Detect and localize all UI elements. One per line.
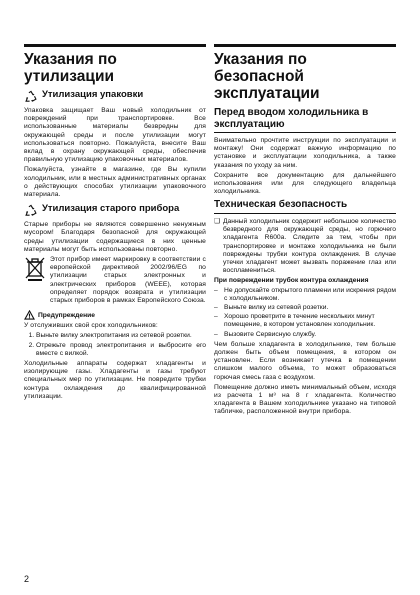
disposal-title: Указания по утилизации xyxy=(24,51,117,85)
warning-heading-text: Предупреждение xyxy=(38,311,95,319)
warning-step: 1. Выньте вилку электропитания из сетевой розетки. xyxy=(36,332,206,340)
crossed-bin-icon xyxy=(24,256,46,282)
warning-step: 2. Отрежьте провод электропитания и выбросите его вместе с вилкой. xyxy=(36,342,206,358)
packaging-paragraph-1: Упаковка защищает Ваш новый холодильник от повреждений при транспортировке. Все использованные материалы безвредны для окружающей среды и после утилизации могут использоваться повторно. Пожалуйста, внесите Ваш вклад в охрану окружающей среды, обеспечив правильную утилизацию упаковочных материалов. xyxy=(24,107,206,164)
damage-item: – Хорошо проветрите в течение нескольких минут помещение, в котором установлен холодильник. xyxy=(214,313,376,329)
damage-heading: При повреждении трубок контура охлаждения xyxy=(214,277,369,285)
damage-item: – Вызовите Сервисную службу. xyxy=(214,330,317,338)
weee-block xyxy=(24,256,206,307)
section-rule xyxy=(24,44,206,47)
room-volume-paragraph-1: Чем больше хладагента в холодильнике, тем больше должен быть объем помещения, в котором он установлен. Если возникает утечка в помещении слишком малого объема, то может образоваться горючая смесь газа с воздухом. xyxy=(214,340,396,381)
damage-item: – Выньте вилку из сетевой розетки. xyxy=(214,303,329,311)
warning-intro: У отслуживших свой срок холодильников: xyxy=(24,322,158,330)
left-column xyxy=(24,44,206,403)
recycle-icon xyxy=(24,90,38,104)
recycle-icon xyxy=(24,204,38,218)
divider xyxy=(214,132,396,133)
section-rule xyxy=(214,44,396,47)
right-column xyxy=(214,44,396,419)
damage-item: – Не допускайте открытого пламени или искрения рядом с холодильником. xyxy=(214,286,396,302)
before-use-paragraph-1: Внимательно прочтите инструкции по эксплуатации и монтажу! Они содержат важную информацию по установке и эксплуатации холодильника, а также указания по уходу за ним. xyxy=(214,137,396,169)
packaging-heading xyxy=(24,90,206,104)
checkbox-bullet-icon: ❑ xyxy=(214,217,220,225)
safety-title: Указания по безопасной эксплуатации xyxy=(214,51,320,102)
before-use-paragraph-2: Сохраните все документацию для дальнейшего использования или для следующего владельца холодильника. xyxy=(214,171,396,196)
refrigerant-paragraph: Холодильные аппараты содержат хладагенты и изолирующие газы. Хладагенты и газы требуют специальных мер по утилизации. Не повредите трубки контура охлаждения до квалифицированной утилизации. xyxy=(24,360,206,400)
refrigerant-note-text: Данный холодильник содержит небольшое количество безвредного для окружающей среды, но горючего хладагента R600a. Следите за тем, чтобы при транспортировке и монтаже холодильника не были повреждены трубки контура охлаждения. В случае утечки хладагент может вызвать поражение глаз или воспламениться. xyxy=(223,217,396,275)
warning-icon xyxy=(24,310,35,320)
old-appliance-heading-text: Утилизация старого прибора xyxy=(42,203,180,215)
damage-list xyxy=(214,287,396,339)
old-appliance-heading xyxy=(24,204,206,218)
weee-paragraph: Этот прибор имеет маркировку в соответствии с европейской директивой 2002/96/EG по утилизации старых электронных и электрических приборов (WEEE), которая определяет порядок возврата и утилизации старых приборов в рамках Европейского Союза. xyxy=(50,256,206,305)
packaging-heading-text: Утилизация упаковки xyxy=(42,89,144,100)
before-use-heading: Перед вводом холодильника в эксплуатацию xyxy=(214,107,369,130)
packaging-paragraph-2: Пожалуйста, узнайте в магазине, где Вы купили холодильник, или в местных административных органах о действующих способах утилизации упаковочного материала. xyxy=(24,166,206,199)
warning-steps xyxy=(24,332,206,358)
old-appliance-paragraph-1: Старые приборы не являются совершенно ненужным мусором! Благодаря безопасной для окружающей среды утилизации содержащиеся в них ценные материалы могут быть использованы повторно. xyxy=(24,221,206,253)
page-number: 2 xyxy=(24,574,30,584)
refrigerant-note xyxy=(214,218,396,275)
room-volume-paragraph-2: Помещение должно иметь минимальный объем, исходя из расчета 1 м³ на 8 г хладагента. Количество хладагента в Вашем холодильнике указано на типовой табличке, расположенной внутри прибора. xyxy=(214,383,396,416)
divider xyxy=(214,213,396,214)
warning-heading xyxy=(24,310,206,320)
tech-safety-heading: Техническая безопасность xyxy=(214,199,348,211)
